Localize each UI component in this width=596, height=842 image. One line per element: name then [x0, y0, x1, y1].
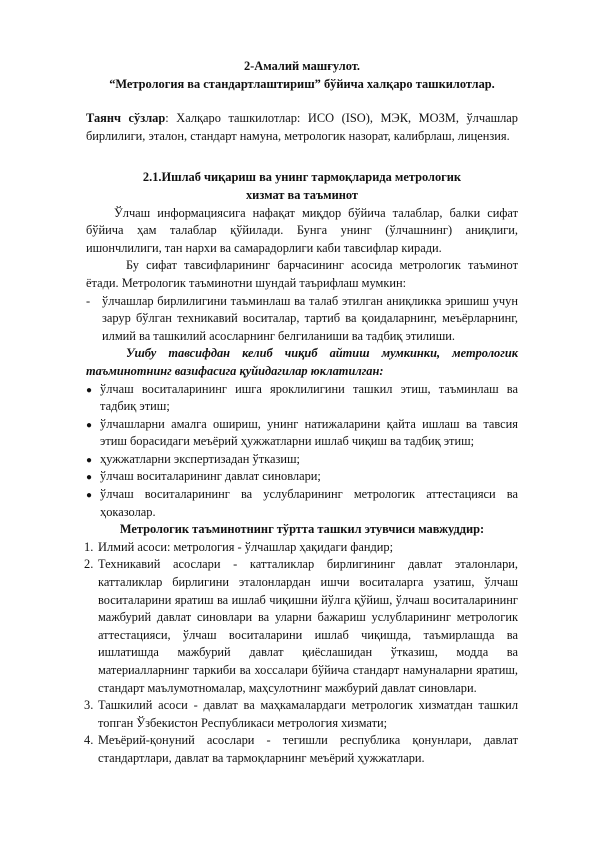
- numbered-item: 1. Илмий асоси: метрология - ўлчашлар ҳақидаги фандир;: [84, 539, 518, 557]
- subtitle: Метрологик таъминотнинг тўртта ташкил этувчиси мавжуддир:: [119, 522, 485, 537]
- spacer: [86, 93, 518, 110]
- list-item: ● ўлчаш воситаларининг давлат синовлари;: [86, 468, 518, 486]
- bullet-icon: ●: [86, 419, 93, 431]
- bullet-icon: ●: [86, 454, 93, 466]
- definition-item: - ўлчашлар бирлилигини таъминлаш ва талаб этилган аниқликка эришиш учун зарур бўлган техникавий воситалар, тартиб ва қоидаларнинг, меъёрларнинг, илмий ва ташкилий асосларнинг белгиланиши ва тадбиқ этилиши.: [86, 293, 518, 343]
- components-list: [84, 539, 518, 768]
- list-item: ● ўлчашларни амалга ошириш, унинг натижаларини қайта ишлаш ва тавсия этиш борасидаги меъёрий ҳужжатларни ишлаб чиқиш ва тадбиқ этиш;: [86, 416, 518, 449]
- bullet-icon: ●: [86, 384, 93, 396]
- item-number: 4.: [84, 733, 94, 748]
- paragraph-2: Бу сифат тавсифларининг барчасининг асосида метрологик таъминот ётади. Метрологик таъминотни шундай таърифлаш мумкин:: [86, 258, 518, 290]
- paragraph-1: Ўлчаш информациясига нафақат миқдор бўйича талаблар, балки сифат бўйича ҳам талаблар қўйилади. Бунга унинг (ўлчашнинг) аниқлиги, ишончлилиги, тан нархи ва самарадорлиги каби тавсифлар киради.: [86, 205, 518, 255]
- keywords-text: : Халқаро ташкилотлар: ИСО (ISO), МЭК, МОЗМ, ўлчашлар бирлилиги, эталон, стандарт намуна, метрологик назорат, калибрлаш, лицензия.: [86, 111, 519, 143]
- item-number: 3.: [84, 698, 94, 713]
- spacer: [86, 145, 518, 165]
- section-title-line1: 2.1.Ишлаб чиқариш ва унинг тармоқларида метрологик: [142, 170, 462, 185]
- bullet-icon: ●: [86, 490, 93, 502]
- dash-marker: -: [86, 293, 91, 308]
- numbered-item: 4. Меъёрий-қонуний асослари - тегишли республика қонунлари, давлат стандартлари, давлат ва тармоқларнинг меъёрий ҳужжатлари.: [84, 733, 518, 765]
- list-item: ● ўлчаш воситаларининг ва услубларининг метрологик аттестацияси ва ҳоказолар.: [86, 487, 518, 519]
- item-number: 2.: [84, 557, 94, 572]
- keywords-label: Таянч сўзлар: [86, 111, 166, 126]
- section-title-line2: хизмат ва таъминот: [245, 187, 359, 202]
- bullet-icon: ●: [86, 472, 93, 484]
- definition-list: [86, 293, 518, 346]
- numbered-item: 2. Техникавий асослари - катталиклар бирлигининг давлат эталонлари, катталиклар бирлигини эталонлардан ишчи воситаларга узатиш, ўлчаш воситаларини яратиш ва ишлаб чиқишни йўлга қўйиш, ўлчаш воситаларининг мажбурий давлат синовлари ва уларни бажариш услубларининг метрологик аттестацияси, ўлчаш воситаларини ишлаб чиқишда, таъмирлашда ва ишлатишда мажбурий давлат қиёслашидан ўтказиш, модда ва материалларнинг таркиби ва хоссалари бўйича стандарт намуналарни яратиш, стандарт маълумотномалар, маҳсулотнинг мажбурий давлат синовлари.: [84, 557, 518, 695]
- lesson-title: “Метрология ва стандартлаштириш” бўйича халқаро ташкилотлар.: [109, 76, 495, 91]
- italic-paragraph: Ушбу тавсифдан келиб чиқиб айтиш мумкинки, метрологик таъминотнинг вазифасига қуйидагилар юклатилган:: [86, 346, 518, 378]
- lesson-number: 2-Амалий машғулот.: [243, 59, 361, 73]
- tasks-list: [86, 381, 518, 522]
- keywords-paragraph: [86, 110, 518, 145]
- item-number: 1.: [84, 539, 94, 554]
- list-item: ● ҳужжатларни экспертизадан ўтказиш;: [86, 451, 518, 469]
- numbered-item: 3. Ташкилий асоси - давлат ва маҳкамалардаги метрологик хизматдан ташкил топган Ўзбекистон Республикаси метрология хизмати;: [84, 698, 518, 730]
- list-item: ● ўлчаш воситаларининг ишга яроклилигини ташкил этиш, таъминлаш ва тадбиқ этиш;: [86, 381, 518, 414]
